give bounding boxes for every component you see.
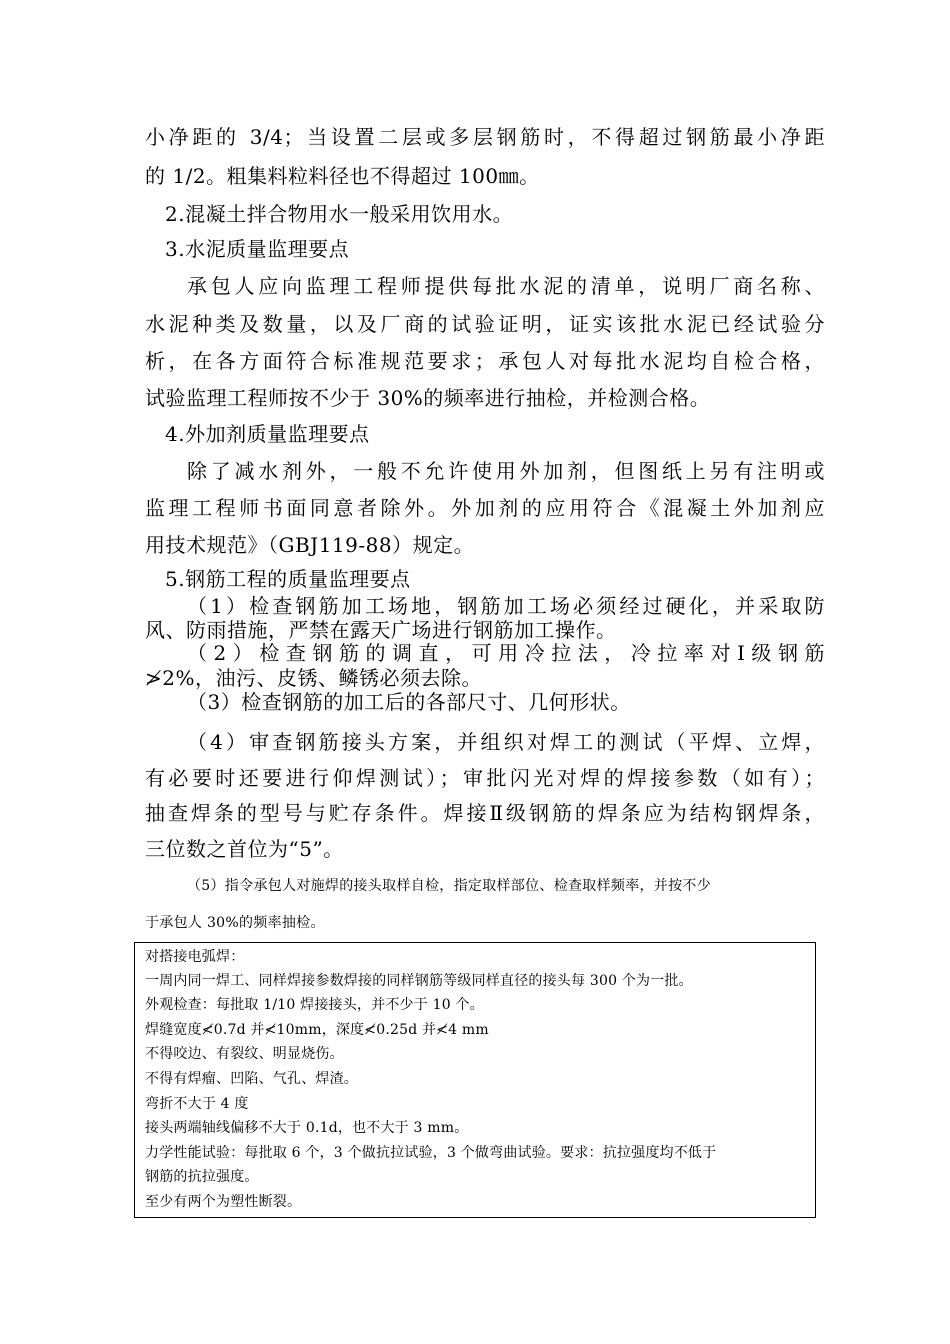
item-1-line-2: 风、防雨措施，严禁在露天广场进行钢筋加工操作。 — [145, 618, 617, 642]
item-2-line-2: ≯2%，油污、皮锈、鳞锈必须去除。 — [145, 666, 482, 690]
box-line-7: 弯折不大于 4 度 — [145, 1096, 249, 1112]
box-line-11: 至少有两个为塑性断裂。 — [145, 1194, 302, 1210]
section-2-heading: 2.混凝土拌合物用水一般采用饮用水。 — [165, 202, 514, 226]
body-line-8: 试验监理工程师按不少于 30%的频率进行抽检，并检测合格。 — [145, 386, 711, 410]
welding-inspection-box — [134, 942, 816, 1218]
box-line-2: 一周内同一焊工、同样焊接参数焊接的同样钢筋等级同样直径的接头每 300 个为一批。 — [145, 973, 693, 989]
box-line-5: 不得咬边、有裂纹、明显烧伤。 — [145, 1046, 344, 1062]
box-line-10: 钢筋的抗拉强度。 — [145, 1169, 259, 1185]
section-5-heading: 5.钢筋工程的质量监理要点 — [165, 567, 411, 591]
box-line-9: 力学性能试验：每批取 6 个，3 个做抗拉试验，3 个做弯曲试验。要求：抗拉强度均不低于 — [145, 1145, 717, 1161]
item-3: （3）检查钢筋的加工后的各部尺寸、几何形状。 — [187, 690, 631, 714]
item-5-line-1: （5）指令承包人对施焊的接头取样自检，指定取样部位、检查取样频率，并按不少 — [187, 878, 712, 894]
item-4-line-3: 抽查焊条的型号与贮存条件。焊接Ⅱ级钢筋的焊条应为结构钢焊条， — [145, 801, 825, 825]
body-line-12: 用技术规范》（GBJ119-88）规定。 — [145, 533, 475, 557]
item-4-line-4: 三位数之首位为“5”。 — [145, 837, 344, 861]
item-5-line-2: 于承包人 30%的频率抽检。 — [145, 915, 325, 931]
body-line-2: 的 1/2。粗集料粒料径也不得超过 100㎜。 — [145, 164, 540, 188]
body-line-10: 除了减水剂外，一般不允许使用外加剂，但图纸上另有注明或 — [187, 459, 825, 483]
item-1-line-1: （1）检查钢筋加工场地，钢筋加工场必须经过硬化，并采取防 — [187, 594, 825, 618]
item-4-line-2: 有必要时还要进行仰焊测试）；审批闪光对焊的焊接参数（如有）； — [145, 766, 825, 790]
body-line-1: 小净距的 3/4；当设置二层或多层钢筋时，不得超过钢筋最小净距 — [145, 125, 825, 149]
section-4-heading: 4.外加剂质量监理要点 — [165, 422, 370, 446]
box-line-3: 外观检查：每批取 1/10 焊接接头，并不少于 10 个。 — [145, 997, 484, 1013]
body-line-11: 监理工程师书面同意者除外。外加剂的应用符合《混凝土外加剂应 — [145, 496, 825, 520]
item-2-line-1: （2）检查钢筋的调直，可用冷拉法，冷拉率对Ⅰ级钢筋 — [187, 641, 825, 665]
box-line-1: 对搭接电弧焊： — [145, 949, 245, 965]
box-line-6: 不得有焊瘤、凹陷、气孔、焊渣。 — [145, 1071, 358, 1087]
body-line-6: 水泥种类及数量，以及厂商的试验证明，证实该批水泥已经试验分 — [145, 312, 825, 336]
body-line-5: 承包人应向监理工程师提供每批水泥的清单，说明厂商名称、 — [187, 274, 825, 298]
box-line-4: 焊缝宽度≮0.7d 并≮10mm，深度≮0.25d 并≮4 mm — [145, 1022, 489, 1038]
box-line-8: 接头两端轴线偏移不大于 0.1d，也不大于 3 mm。 — [145, 1120, 469, 1136]
item-4-line-1: （4）审查钢筋接头方案，并组织对焊工的测试（平焊、立焊， — [187, 730, 825, 754]
section-3-heading: 3.水泥质量监理要点 — [165, 237, 350, 261]
body-line-7: 析，在各方面符合标准规范要求；承包人对每批水泥均自检合格， — [145, 349, 825, 373]
